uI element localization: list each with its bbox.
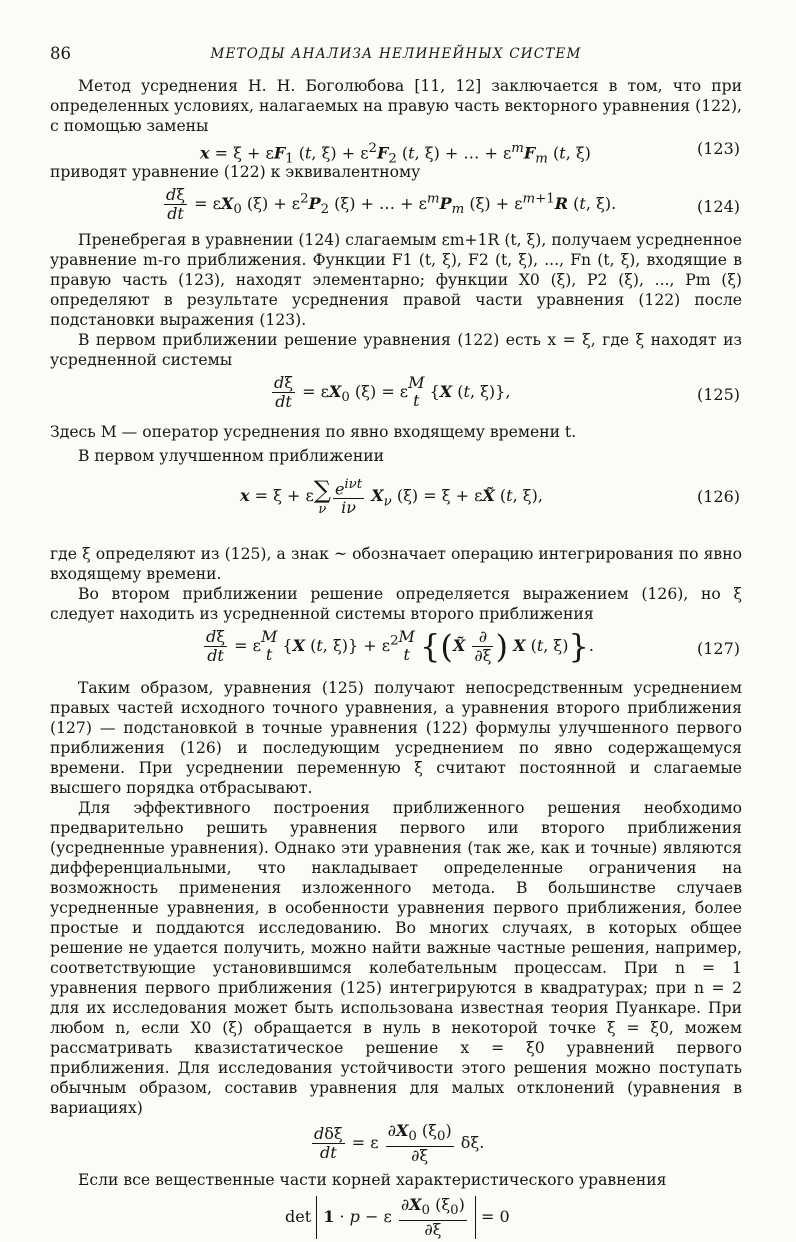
paragraph-10: Для эффективного построения приближенного решения необходимо предварительно решить уравнения первого или второго приближения (усредненные уравнения). Однако эти уравнения (так же, как и точные) являются дифференциальными, что накладывает определенные ограничения на возможность применения изложенного метода. В большинстве случаев усредненные уравнения, в особенности уравнения первого приближения, более простые и поддаются исследованию. Во многих случаях, в которых общее решение не удается получить, можно найти важные частные решения, например, соответствующие установившимся колебательным процессам. При n = 1 уравнения первого приближения (125) интегрируются в квадратурах; при n = 2 для их исследования может быть использована известная теория Пуанкаре. При любом n, если X0 (ξ) обращается в нуль в некоторой точке ξ = ξ0, можем рассматривать квазистатическое решение x = ξ0 уравнений первого приближения. Для исследования устойчивости этого решения можно поступать обычным образом, составив уравнения для малых отклонений (уравнения в вариациях) <box>50 799 742 1117</box>
equation-number: (124) <box>696 197 740 216</box>
running-title: МЕТОДЫ АНАЛИЗА НЕЛИНЕЙНЫХ СИСТЕМ <box>210 46 582 62</box>
paragraph-5: Здесь M — оператор усреднения по явно входящему времени t. <box>50 423 577 441</box>
paragraph-4: В первом приближении решение уравнения (122) есть x = ξ, где ξ находят из усредненной системы <box>50 331 742 369</box>
equation-number: (123) <box>696 139 740 158</box>
paragraph-11: Если все вещественные части корней характеристического уравнения <box>78 1171 667 1189</box>
paragraph-7: где ξ определяют из (125), а знак ~ обозначает операцию интегрирования по явно входящему времени. <box>50 545 742 583</box>
equation-127: $\frac{d\xi}{dt}$ = ε M t {X (t, $\xi)\} + \varepsilon^2$ M t {(X̃ $\frac{\partial}{\partial\xi}$ ) X (t, ξ)}. (127) <box>206 627 740 666</box>
equation-number: (125) <box>696 385 740 404</box>
equation-126: x = ξ + ε ∑ ν $\frac{e^{i\nu t}}{i\nu}$ $X_\nu$ (ξ) = ξ + εX̃ (t, ξ), (126) <box>240 475 740 518</box>
equation-124: $\frac{d\xi}{dt}$ = $\varepsilon X_0$ $(\xi) + \varepsilon^2P_2$ (ξ) + … + $\varepsilon^mP_m$ $(\xi) + \varepsilon^{m+1}R$ (t, ξ). (124) <box>166 185 740 223</box>
paragraph-2: приводят уравнение (122) к эквивалентному <box>50 163 421 181</box>
page-number: 86 <box>50 44 71 63</box>
equation-125: $\frac{d\xi}{dt}$ = $\varepsilon X_0$ (ξ) = ε M t {X (t, ξ)}, (125) <box>274 373 740 411</box>
variation-equation: $\frac{\text{dδξ}}{dt}$ = ε $\frac{\partial X_0 (\xi_0)}{\partial\xi}$ δξ. <box>314 1121 485 1166</box>
paragraph-8: Во втором приближении решение определяется выражением (126), но ξ следует находить из усредненной системы второго приближения <box>50 585 742 623</box>
paragraph-9: Таким образом, уравнения (125) получают непосредственным усреднением правых частей исходного точного уравнения, а уравнения второго приближения (127) — подстановкой в точные уравнения (122) формулы улучшенного первого приближения (126) и последующим усреднением по явно содержащемуся времени. При усреднении переменную ξ считают постоянной и слагаемые высшего порядка отбрасывают. <box>50 679 742 797</box>
paragraph-3: Пренебрегая в уравнении (124) слагаемым εm+1R (t, ξ), получаем усредненное уравнение m-го приближения. Функции F1 (t, ξ), F2 (t, ξ), ..., Fn (t, ξ), входящие в правую часть (123), находят элементарно; функции X0 (ξ), P2 (ξ), ..., Pm (ξ) определяют в результате усреднения правой части уравнения (122) после подстановки выражения (123). <box>50 231 742 329</box>
paragraph-1: Метод усреднения Н. Н. Боголюбова [11, 12] заключается в том, что при определенных условиях, налагаемых на правую часть векторного уравнения (122), с помощью замены <box>50 77 742 135</box>
equation-number: (126) <box>696 487 740 506</box>
page-header <box>50 40 742 76</box>
book-page <box>50 40 742 1240</box>
equation-123: $x = \xi + \varepsilon F_1$ (t, $\xi) + \varepsilon^2F_2$ (t, ξ) + … + $\varepsilon^mF_m$ (t, ξ) (123) <box>200 139 740 167</box>
paragraph-6: В первом улучшенном приближении <box>78 447 385 465</box>
characteristic-equation: det 1 · p − ε $\frac{\partial X_0 (\xi_0)}{\partial\xi}$ = 0 <box>285 1195 510 1240</box>
equation-number: (127) <box>696 639 740 658</box>
